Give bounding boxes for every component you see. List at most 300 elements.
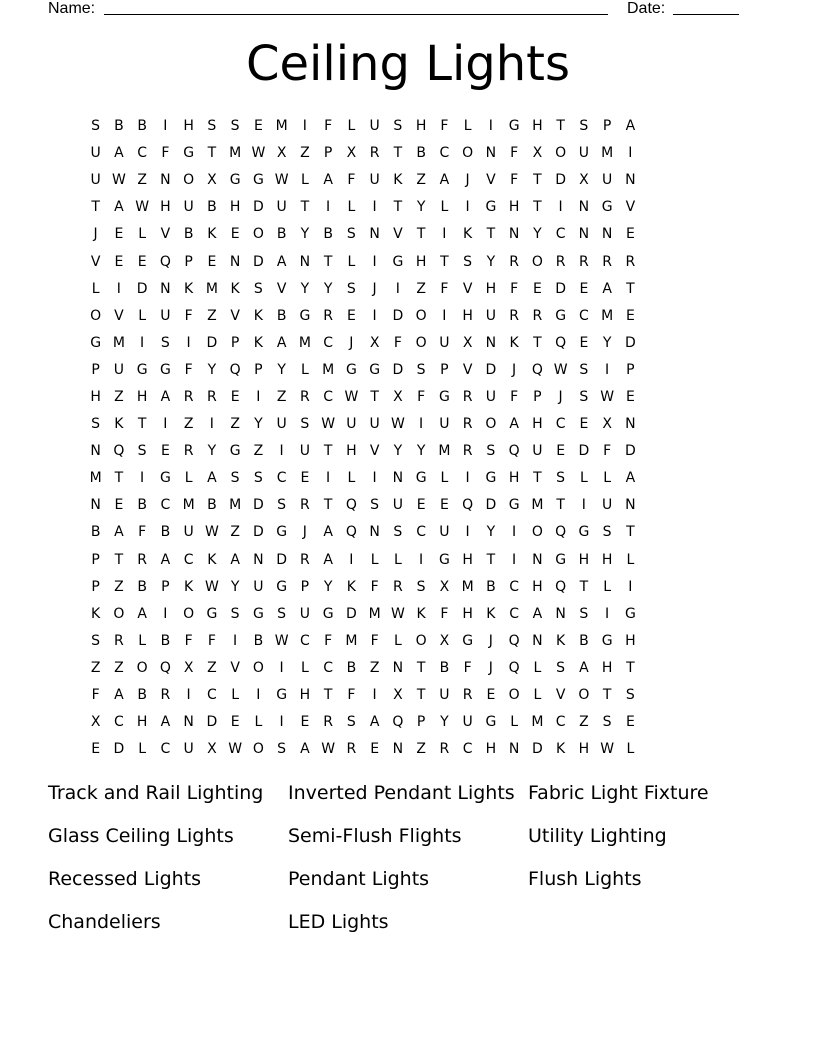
grid-letter: L <box>440 470 449 487</box>
grid-letter: T <box>393 145 403 162</box>
grid-letter: L <box>300 361 309 378</box>
grid-letter: O <box>183 605 195 622</box>
grid-letter: N <box>299 253 311 270</box>
grid-letter: X <box>276 145 287 162</box>
grid-letter: Y <box>393 443 403 460</box>
grid-letter: F <box>91 687 100 704</box>
grid-letter: B <box>486 578 496 595</box>
grid-letter: G <box>508 497 520 514</box>
grid-letter: U <box>183 741 194 758</box>
grid-letter: S <box>579 388 589 405</box>
grid-letter: I <box>372 199 377 216</box>
grid-letter: I <box>372 687 377 704</box>
grid-letter: H <box>462 605 473 622</box>
grid-letter: P <box>230 334 240 351</box>
grid-letter: M <box>275 118 288 135</box>
grid-letter: U <box>462 714 473 731</box>
grid-row <box>84 438 736 465</box>
grid-letter: F <box>138 524 147 541</box>
grid-letter: E <box>300 470 310 487</box>
grid-row <box>84 411 736 438</box>
grid-letter: X <box>462 334 473 351</box>
name-label: Name: <box>48 0 96 17</box>
grid-letter: O <box>531 253 543 270</box>
grid-letter: N <box>392 659 404 676</box>
grid-letter: H <box>578 741 590 758</box>
grid-letter: Z <box>416 741 426 758</box>
grid-letter: R <box>439 741 450 758</box>
grid-letter: Q <box>113 443 125 460</box>
grid-letter: P <box>91 551 100 568</box>
grid-letter: A <box>230 551 240 568</box>
grid-letter: E <box>532 280 542 297</box>
grid-letter: S <box>602 714 612 731</box>
grid-letter: L <box>91 280 100 297</box>
grid-letter: E <box>439 497 449 514</box>
word-row <box>48 907 768 950</box>
grid-row <box>84 655 736 682</box>
grid-letter: E <box>579 334 589 351</box>
grid-letter: E <box>370 741 380 758</box>
grid-row <box>84 682 736 709</box>
grid-letter: E <box>207 253 217 270</box>
grid-letter: X <box>393 687 403 704</box>
grid-letter: W <box>111 172 126 189</box>
grid-letter: S <box>253 470 263 487</box>
grid-letter: V <box>462 361 473 378</box>
grid-letter: L <box>533 687 542 704</box>
grid-letter: L <box>254 714 263 731</box>
grid-letter: X <box>90 714 101 731</box>
grid-letter: I <box>628 145 633 162</box>
name-field[interactable] <box>104 0 608 20</box>
grid-letter: S <box>346 714 356 731</box>
grid-letter: I <box>279 659 284 676</box>
grid-letter: G <box>159 470 171 487</box>
grid-letter: R <box>532 307 543 324</box>
grid-letter: B <box>416 145 426 162</box>
grid-letter: R <box>509 253 519 270</box>
grid-row <box>84 384 736 411</box>
grid-letter: U <box>485 388 496 405</box>
grid-letter: E <box>230 226 240 243</box>
grid-letter: F <box>161 145 170 162</box>
grid-letter: I <box>140 470 145 487</box>
grid-letter: H <box>508 199 520 216</box>
word-list-item: Glass Ceiling Lights <box>48 825 234 847</box>
grid-letter: Y <box>416 199 426 216</box>
grid-letter: S <box>160 334 170 351</box>
grid-letter: D <box>624 443 636 460</box>
grid-letter: Q <box>229 361 241 378</box>
grid-letter: I <box>442 226 447 243</box>
grid-letter: Y <box>207 361 217 378</box>
grid-letter: A <box>300 741 310 758</box>
grid-letter: W <box>344 388 359 405</box>
grid-letter: L <box>347 470 356 487</box>
grid-row <box>84 492 736 519</box>
grid-letter: W <box>274 172 289 189</box>
grid-letter: R <box>114 632 124 649</box>
grid-letter: A <box>114 145 124 162</box>
grid-letter: Z <box>230 524 240 541</box>
grid-letter: J <box>302 524 307 541</box>
grid-letter: A <box>323 551 333 568</box>
grid-letter: Y <box>300 226 310 243</box>
word-row <box>48 778 768 821</box>
grid-letter: C <box>206 687 217 704</box>
grid-letter: U <box>183 524 194 541</box>
grid-letter: I <box>581 497 586 514</box>
grid-letter: L <box>440 199 449 216</box>
grid-letter: F <box>393 334 402 351</box>
grid-letter: C <box>416 524 427 541</box>
grid-letter: K <box>184 578 194 595</box>
grid-letter: V <box>230 659 240 676</box>
grid-letter: Q <box>159 659 171 676</box>
grid-letter: S <box>579 118 589 135</box>
grid-letter: S <box>416 361 426 378</box>
grid-letter: S <box>556 470 566 487</box>
grid-letter: E <box>625 388 635 405</box>
grid-letter: T <box>486 551 496 568</box>
grid-letter: B <box>114 118 124 135</box>
grid-letter: D <box>531 741 543 758</box>
grid-letter: X <box>439 632 450 649</box>
grid-letter: N <box>625 172 636 189</box>
grid-letter: U <box>439 416 450 433</box>
grid-letter: M <box>461 578 474 595</box>
word-list-item <box>528 907 768 950</box>
grid-letter: H <box>299 687 311 704</box>
grid-letter: J <box>512 361 517 378</box>
grid-letter: L <box>626 551 635 568</box>
grid-letter: V <box>555 687 566 704</box>
grid-letter: R <box>346 741 357 758</box>
grid-letter: K <box>509 334 519 351</box>
grid-letter: I <box>372 307 377 324</box>
grid-letter: D <box>252 253 264 270</box>
grid-letter: P <box>161 578 170 595</box>
grid-letter: F <box>370 578 379 595</box>
grid-letter: S <box>579 361 589 378</box>
grid-letter: U <box>276 416 287 433</box>
grid-letter: I <box>326 199 331 216</box>
word-list-item: Track and Rail Lighting <box>48 782 264 804</box>
grid-letter: Y <box>300 280 310 297</box>
grid-letter: S <box>230 470 240 487</box>
grid-letter: C <box>323 388 334 405</box>
word-list-item: Semi-Flush Flights <box>288 825 462 847</box>
grid-letter: E <box>625 307 635 324</box>
grid-letter: S <box>300 416 310 433</box>
grid-letter: W <box>204 578 219 595</box>
grid-letter: K <box>207 551 217 568</box>
grid-letter: I <box>558 199 563 216</box>
grid-letter: U <box>90 172 101 189</box>
grid-letter: B <box>323 226 333 243</box>
grid-letter: Q <box>392 714 404 731</box>
date-field[interactable] <box>673 0 739 20</box>
grid-letter: X <box>183 659 194 676</box>
grid-letter: A <box>160 388 171 405</box>
grid-letter: N <box>625 497 636 514</box>
grid-letter: I <box>140 334 145 351</box>
grid-letter: W <box>251 145 266 162</box>
grid-letter: D <box>578 443 590 460</box>
grid-letter: N <box>229 253 241 270</box>
grid-letter: H <box>485 280 497 297</box>
grid-letter: D <box>252 524 264 541</box>
grid-letter: I <box>465 199 470 216</box>
grid-letter: H <box>532 416 543 433</box>
grid-letter: S <box>230 605 240 622</box>
grid-letter: H <box>346 443 357 460</box>
grid-letter: I <box>465 524 470 541</box>
grid-letter: I <box>372 470 377 487</box>
grid-letter: R <box>323 307 333 324</box>
grid-letter: H <box>90 388 101 405</box>
grid-letter: N <box>578 226 590 243</box>
grid-letter: O <box>252 741 264 758</box>
word-list-item: Chandeliers <box>48 911 161 933</box>
grid-letter: P <box>602 118 612 135</box>
grid-letter: H <box>462 307 473 324</box>
grid-row <box>84 709 736 736</box>
grid-letter: I <box>233 632 238 649</box>
grid-letter: G <box>624 605 636 622</box>
grid-letter: N <box>253 551 264 568</box>
grid-letter: E <box>114 253 124 270</box>
grid-letter: X <box>439 578 450 595</box>
grid-letter: C <box>276 470 287 487</box>
grid-letter: M <box>601 145 614 162</box>
grid-letter: E <box>230 388 240 405</box>
grid-letter: J <box>488 632 493 649</box>
grid-letter: Y <box>323 578 333 595</box>
grid-letter: Y <box>533 226 542 243</box>
grid-letter: K <box>556 741 566 758</box>
grid-letter: Z <box>416 172 426 189</box>
grid-row <box>84 547 736 574</box>
grid-letter: R <box>323 714 333 731</box>
grid-letter: H <box>601 659 613 676</box>
grid-letter: L <box>347 253 356 270</box>
grid-letter: E <box>230 714 240 731</box>
grid-letter: R <box>183 443 194 460</box>
grid-letter: Q <box>508 659 520 676</box>
grid-letter: N <box>625 416 636 433</box>
grid-letter: B <box>137 687 147 704</box>
grid-letter: G <box>392 253 404 270</box>
grid-letter: B <box>207 199 217 216</box>
grid-letter: R <box>300 497 310 514</box>
grid-letter: S <box>346 226 356 243</box>
grid-letter: A <box>625 470 636 487</box>
grid-letter: N <box>578 199 590 216</box>
grid-letter: S <box>579 605 589 622</box>
grid-letter: S <box>486 443 496 460</box>
grid-letter: B <box>160 632 171 649</box>
grid-letter: T <box>533 199 542 216</box>
grid-letter: S <box>91 118 101 135</box>
grid-letter: L <box>370 551 379 568</box>
grid-letter: W <box>321 741 336 758</box>
grid-row <box>84 276 736 303</box>
grid-letter: V <box>625 199 636 216</box>
grid-letter: K <box>91 605 101 622</box>
grid-letter: L <box>138 307 147 324</box>
grid-letter: D <box>485 497 497 514</box>
grid-letter: D <box>392 361 404 378</box>
grid-letter: P <box>254 361 263 378</box>
grid-letter: X <box>602 416 612 433</box>
grid-letter: P <box>91 361 100 378</box>
grid-letter: A <box>114 199 124 216</box>
grid-letter: H <box>415 118 427 135</box>
grid-letter: S <box>277 497 287 514</box>
grid-letter: Z <box>253 443 264 460</box>
grid-row <box>84 140 736 167</box>
grid-letter: L <box>138 632 147 649</box>
grid-letter: Q <box>345 497 357 514</box>
grid-letter: Z <box>276 388 287 405</box>
grid-letter: O <box>531 524 543 541</box>
grid-letter: R <box>602 253 612 270</box>
grid-letter: L <box>347 118 356 135</box>
grid-letter: V <box>90 253 101 270</box>
grid-letter: O <box>485 416 497 433</box>
grid-letter: U <box>578 145 589 162</box>
grid-letter: E <box>579 416 589 433</box>
grid-letter: R <box>393 578 403 595</box>
grid-letter: V <box>114 307 124 324</box>
grid-letter: E <box>160 443 170 460</box>
grid-letter: L <box>138 741 147 758</box>
grid-letter: I <box>256 687 261 704</box>
grid-letter: K <box>346 578 356 595</box>
grid-letter: V <box>160 226 171 243</box>
page-title: Ceiling Lights <box>246 36 570 92</box>
grid-letter: Q <box>555 578 567 595</box>
grid-letter: F <box>510 280 519 297</box>
grid-row <box>84 519 736 546</box>
grid-letter: S <box>207 118 217 135</box>
grid-letter: I <box>186 687 191 704</box>
grid-letter: C <box>555 416 566 433</box>
grid-letter: D <box>113 741 125 758</box>
grid-letter: N <box>160 172 171 189</box>
grid-letter: G <box>159 361 171 378</box>
grid-letter: A <box>160 551 171 568</box>
grid-letter: B <box>90 524 101 541</box>
grid-letter: N <box>485 334 497 351</box>
grid-letter: Y <box>254 416 263 433</box>
grid-letter: Y <box>486 253 496 270</box>
grid-letter: H <box>485 741 497 758</box>
grid-letter: R <box>509 307 519 324</box>
grid-letter: N <box>392 470 404 487</box>
grid-letter: C <box>183 551 194 568</box>
grid-letter: G <box>555 307 567 324</box>
grid-letter: O <box>415 632 427 649</box>
grid-letter: V <box>276 280 287 297</box>
grid-letter: T <box>114 551 124 568</box>
grid-letter: N <box>160 280 171 297</box>
grid-letter: U <box>392 497 403 514</box>
grid-letter: H <box>160 199 171 216</box>
grid-letter: U <box>369 118 380 135</box>
grid-letter: K <box>207 226 217 243</box>
grid-letter: C <box>509 578 520 595</box>
grid-letter: G <box>229 443 241 460</box>
grid-letter: Z <box>207 659 217 676</box>
grid-letter: M <box>182 497 195 514</box>
grid-letter: V <box>393 226 403 243</box>
grid-letter: G <box>415 470 427 487</box>
grid-letter: K <box>393 172 403 189</box>
grid-letter: H <box>415 253 427 270</box>
grid-letter: G <box>601 199 613 216</box>
grid-letter: G <box>485 470 497 487</box>
grid-letter: B <box>207 497 217 514</box>
date-label: Date: <box>627 0 666 17</box>
grid-letter: J <box>349 334 354 351</box>
grid-letter: A <box>509 416 519 433</box>
grid-letter: V <box>230 307 240 324</box>
grid-letter: C <box>555 226 566 243</box>
grid-letter: P <box>416 714 426 731</box>
grid-letter: Y <box>486 524 496 541</box>
grid-letter: D <box>345 605 357 622</box>
grid-letter: W <box>228 741 243 758</box>
grid-letter: A <box>114 687 124 704</box>
grid-letter: N <box>508 226 520 243</box>
grid-letter: R <box>160 687 171 704</box>
grid-letter: A <box>602 280 612 297</box>
grid-letter: S <box>253 280 263 297</box>
grid-letter: E <box>137 253 147 270</box>
grid-letter: I <box>488 118 493 135</box>
grid-letter: I <box>116 280 121 297</box>
grid-letter: T <box>533 470 542 487</box>
grid-letter: T <box>626 659 635 676</box>
grid-letter: C <box>137 145 148 162</box>
grid-letter: K <box>184 280 194 297</box>
grid-letter: H <box>532 578 543 595</box>
grid-letter: F <box>324 118 333 135</box>
grid-letter: A <box>439 172 450 189</box>
grid-letter: F <box>603 443 612 460</box>
word-list-item: Flush Lights <box>528 868 642 890</box>
grid-letter: G <box>345 361 357 378</box>
grid-letter: D <box>252 497 264 514</box>
grid-letter: D <box>555 280 567 297</box>
grid-letter: I <box>256 388 261 405</box>
grid-letter: D <box>252 199 264 216</box>
grid-letter: L <box>579 470 588 487</box>
grid-letter: D <box>555 172 567 189</box>
grid-letter: G <box>299 307 311 324</box>
grid-letter: H <box>136 714 148 731</box>
grid-letter: S <box>416 578 426 595</box>
grid-letter: H <box>229 199 241 216</box>
word-list-item: Recessed Lights <box>48 868 202 890</box>
grid-letter: Q <box>345 524 357 541</box>
grid-letter: G <box>276 578 288 595</box>
grid-letter: W <box>553 361 568 378</box>
grid-letter: Z <box>369 659 380 676</box>
